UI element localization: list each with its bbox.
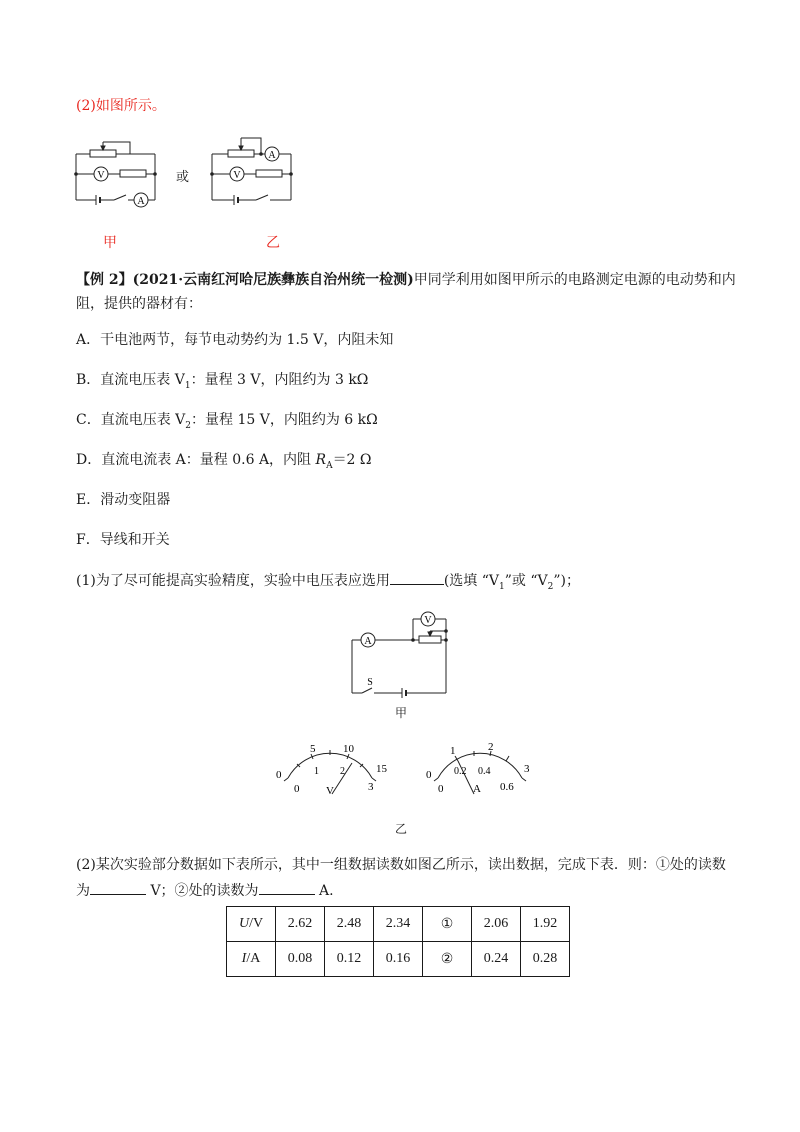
a-scale-top-1: 1 — [450, 745, 456, 757]
table-cell: 2.06 — [472, 907, 521, 942]
caption-jia: 甲 — [103, 235, 117, 251]
v-unit: V — [326, 785, 334, 797]
option-b: B．直流电压表 $V_1$：量程 3 V，内阻约为 3 kΩ — [76, 372, 369, 391]
table-row — [227, 907, 570, 942]
caption-yi: 乙 — [266, 235, 280, 251]
option-a: A．干电池两节，每节电动势约为 1.5 V，内阻未知 — [76, 332, 394, 348]
table-cell: 2.62 — [276, 907, 325, 942]
table-cell: ② — [423, 942, 472, 977]
v-scale-bottom-2: 2 — [340, 766, 345, 777]
switch-label: S — [367, 677, 373, 688]
table-cell: 2.34 — [374, 907, 423, 942]
voltmeter-dial — [268, 738, 398, 800]
a-unit: A — [473, 783, 481, 795]
table-row-header: U/V — [227, 907, 276, 942]
example-intro: 【例 2】(2021·云南红河哈尼族彝族自治州统一检测)甲同学利用如图甲所示的电路测定电源的电动势和内 — [76, 272, 736, 288]
answer-blank-3[interactable] — [259, 880, 315, 895]
table-cell: 0.08 — [276, 942, 325, 977]
a-scale-top-3: 3 — [524, 763, 530, 775]
v-scale-bottom-0: 0 — [294, 783, 300, 795]
table-cell: 0.12 — [325, 942, 374, 977]
answer-label: (2)如图所示。 — [76, 98, 166, 114]
svg-text:V: V — [233, 170, 241, 181]
table-cell: 2.48 — [325, 907, 374, 942]
v-scale-top-10: 10 — [343, 743, 354, 755]
example-intro-cont: 阻，提供的器材有： — [76, 296, 202, 312]
table-cell: ① — [423, 907, 472, 942]
voltmeter-symbol: V — [97, 170, 105, 181]
example-tag: 【例 2】 — [76, 272, 133, 288]
or-label: 或 — [176, 170, 190, 185]
option-e: E．滑动变阻器 — [76, 492, 171, 508]
data-table — [226, 906, 570, 977]
example-source: (2021·云南红河哈尼族彝族自治州统一检测) — [132, 272, 414, 288]
v-scale-top-5: 5 — [310, 743, 316, 755]
question-1: (1)为了尽可能提高实验精度，实验中电压表应选用 (选填 “$V_1$”或 “$V_2$”)； — [76, 570, 580, 597]
a-scale-top-0: 0 — [426, 769, 432, 781]
voltmeter-symbol: V — [424, 615, 432, 626]
table-row-header: I/A — [227, 942, 276, 977]
a-scale-bottom-02: 0.2 — [454, 766, 467, 777]
caption-fig-jia: 甲 — [395, 706, 408, 720]
caption-fig-yi: 乙 — [395, 822, 408, 836]
option-f: F．导线和开关 — [76, 532, 170, 548]
v-scale-bottom-1: 1 — [314, 766, 319, 777]
ammeter-symbol: A — [137, 196, 145, 207]
a-scale-bottom-04: 0.4 — [478, 766, 491, 777]
option-c: C．直流电压表 $V_2$：量程 15 V，内阻约为 6 kΩ — [76, 412, 378, 431]
answer-blank-2[interactable] — [90, 880, 146, 895]
a-scale-bottom-0: 0 — [438, 783, 444, 795]
ammeter-symbol: A — [364, 636, 372, 647]
table-cell: 0.28 — [521, 942, 570, 977]
option-d: D．直流电流表 A：量程 0.6 A，内阻 $R_A=2$ Ω — [76, 452, 372, 471]
table-row — [227, 942, 570, 977]
question-2-line2: 为 V；②处的读数为 A. — [76, 880, 334, 901]
a-scale-bottom-06: 0.6 — [500, 781, 514, 793]
table-cell: 0.16 — [374, 942, 423, 977]
svg-text:A: A — [268, 150, 276, 161]
a-scale-top-2: 2 — [488, 741, 494, 753]
answer-blank-1[interactable] — [390, 570, 444, 585]
circuit-jia — [340, 605, 460, 715]
v-scale-top-15: 15 — [376, 763, 387, 775]
circuit-answer-a — [70, 130, 160, 210]
table-cell: 0.24 — [472, 942, 521, 977]
circuit-answer-b — [206, 130, 296, 210]
v-scale-top-0: 0 — [276, 769, 282, 781]
ammeter-dial — [418, 738, 548, 800]
question-2-line1: (2)某次实验部分数据如下表所示，其中一组数据读数如图乙所示，读出数据，完成下表．则：①处的读数 — [76, 857, 726, 873]
table-cell: 1.92 — [521, 907, 570, 942]
v-scale-bottom-3: 3 — [368, 781, 374, 793]
